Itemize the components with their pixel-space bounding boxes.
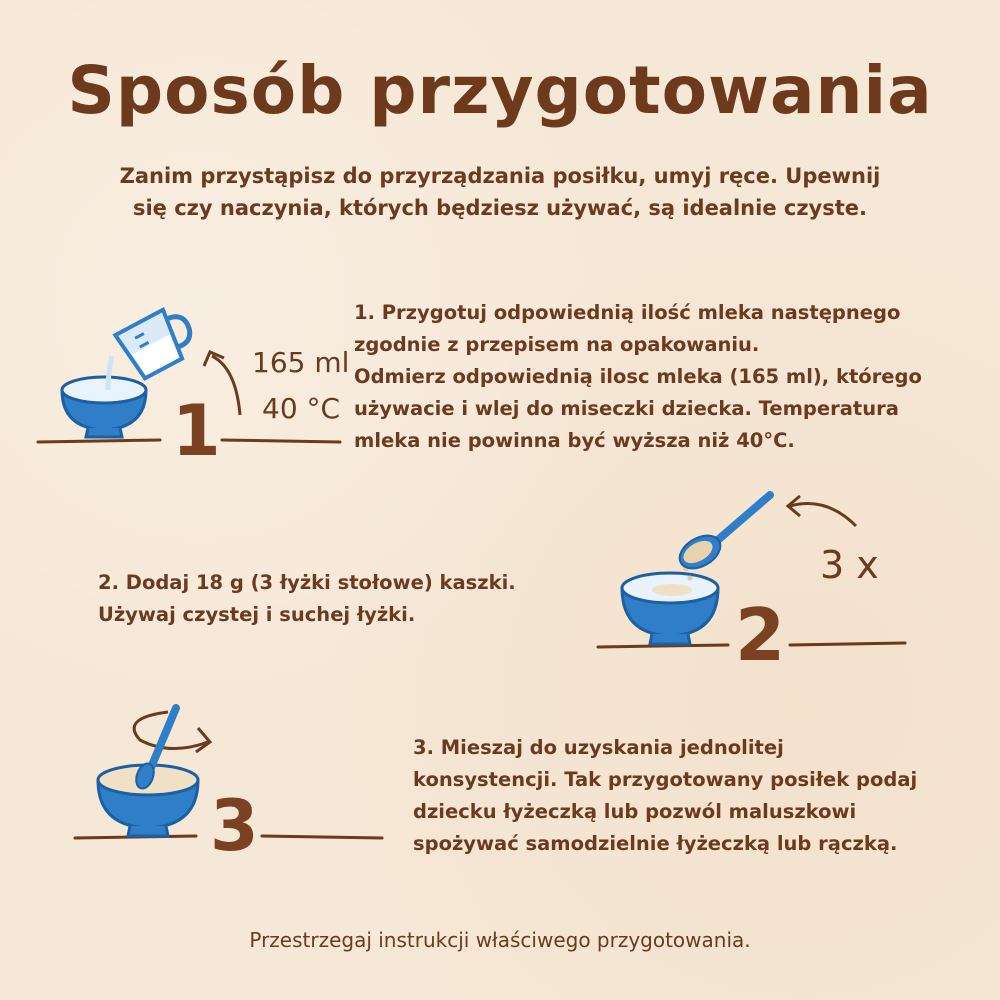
step2-number: 2	[735, 593, 786, 677]
step1-line: 1. Przygotuj odpowiednią ilość mleka następnego	[354, 301, 901, 324]
step3-line: spożywać samodzielnie łyżeczką lub rączką.	[413, 832, 898, 855]
page-title: Sposób przygotowania	[67, 52, 933, 129]
step1-illustration	[38, 303, 349, 472]
measuring-cup-icon	[115, 303, 200, 381]
curved-arrow-icon	[788, 496, 856, 526]
powder	[688, 576, 693, 581]
step1-line: używacie i wlej do miseczki dziecka. Temperatura	[354, 397, 899, 420]
intro-line: się czy naczynia, których będziesz używać, są idealnie czyste.	[132, 196, 867, 220]
step2-line: Używaj czystej i suchej łyżki.	[98, 603, 416, 626]
step3-instructions	[413, 732, 973, 860]
step3-illustration	[75, 708, 382, 867]
annotation-temperature: 40 °C	[262, 392, 341, 425]
bowl-icon	[62, 377, 146, 437]
step2-line: 2. Dodaj 18 g (3 łyżki stołowe) kaszki.	[98, 571, 516, 594]
annotation-volume: 165 ml	[252, 346, 350, 379]
step1-line: zgodnie z przepisem na opakowaniu.	[354, 333, 760, 356]
baseline	[38, 440, 160, 442]
step3-line: 3. Mieszaj do uzyskania jednolitej	[413, 736, 784, 759]
step1-line: Odmierz odpowiednią ilosc mleka (165 ml), którego	[354, 365, 922, 388]
annotation-count: 3 x	[820, 543, 879, 587]
baseline	[790, 643, 905, 645]
footer-note: Przestrzegaj instrukcji właściwego przygotowania.	[249, 928, 751, 952]
step1-line: mleka nie powinna być wyższa niż 40°C.	[354, 429, 795, 452]
step3-line: konsystencji. Tak przygotowany posiłek podaj	[413, 768, 918, 791]
spoon-icon	[674, 495, 770, 575]
step2-instructions	[98, 567, 568, 631]
step3-number: 3	[210, 785, 259, 867]
step2-illustration	[598, 495, 905, 677]
step1-instructions	[354, 297, 974, 457]
step1-number: 1	[172, 390, 221, 472]
baseline	[222, 440, 340, 442]
bowl-icon	[622, 573, 718, 644]
intro-line: Zanim przystąpisz do przyrządzania posiłku, umyj ręce. Upewnij	[119, 164, 881, 188]
baseline	[262, 836, 382, 838]
step3-line: dziecku łyżeczką lub pozwól maluszkowi	[413, 800, 857, 823]
